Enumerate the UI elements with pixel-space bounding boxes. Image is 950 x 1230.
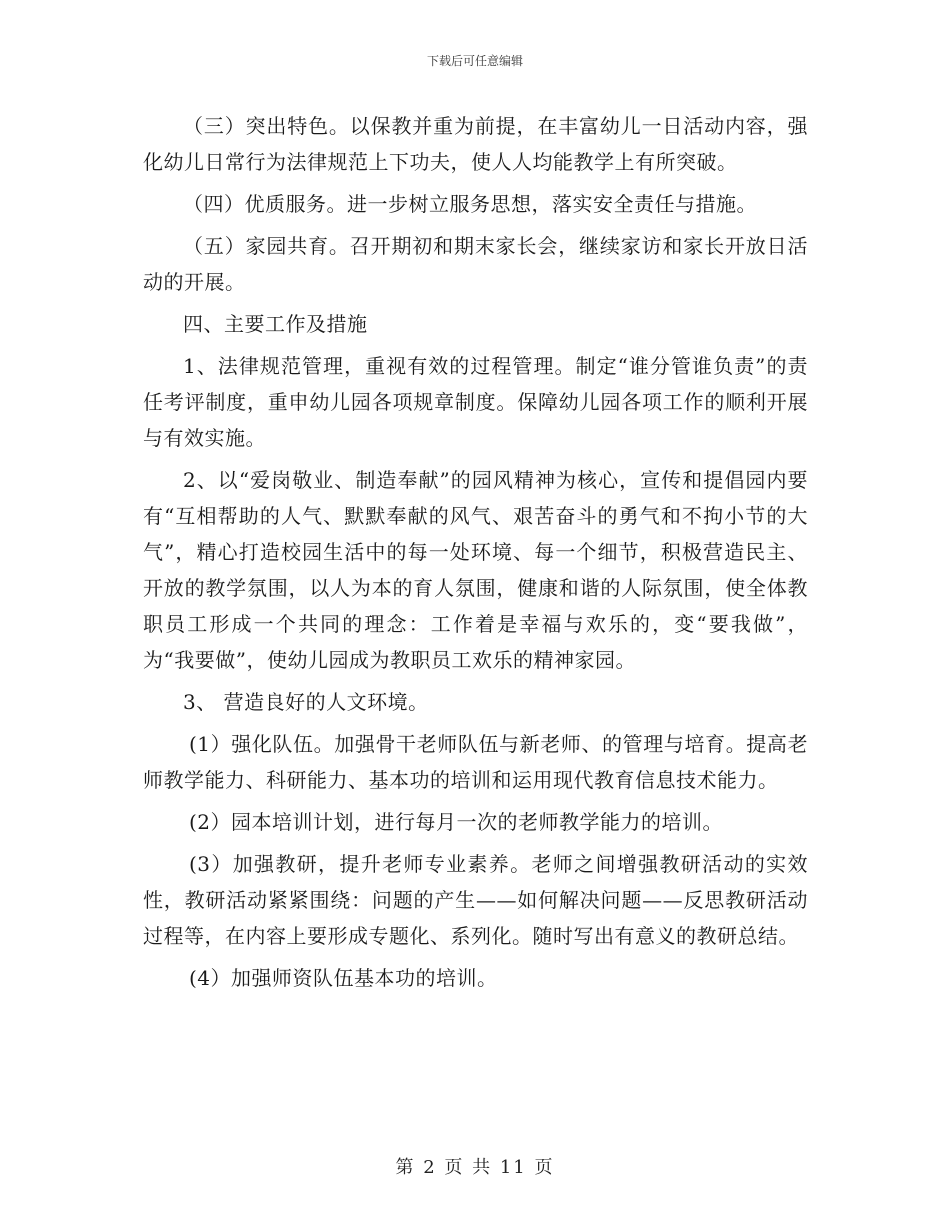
paragraph-sub-4: (4）加强师资队伍基本功的培训。 [189,966,498,990]
paragraph-feature: （三）突出特色。以保教并重为前提，在丰富幼儿一日活动内容，强化幼儿日常行为法律规范上下功夫，使人人均能教学上有所突破。 [143,114,808,174]
paragraph-sub-3: (3）加强教研，提升老师专业素养。老师之间增强教研活动的实效性，教研活动紧紧围绕：问题的产生——如何解决问题——反思教研活动过程等，在内容上要形成专题化、系列化。随时写出有意义的教研总结。 [143,852,808,948]
paragraph-sub-2: (2）园本培训计划，进行每月一次的老师教学能力的培训。 [189,810,724,834]
paragraph-item-1: 1、法律规范管理，重视有效的过程管理。制定“谁分管谁负责”的责任考评制度，重申幼儿园各项规章制度。保障幼儿园各项工作的顺利开展与有效实施。 [143,354,808,450]
document-body [143,108,808,996]
page-footer: 第 2 页 共 11 页 [395,1157,555,1178]
section-heading-measures: 四、主要工作及措施 [183,312,368,336]
paragraph-item-2: 2、以“爱岗敬业、制造奉献”的园风精神为核心，宣传和提倡园内要有“互相帮助的人气、默默奉献的风气、艰苦奋斗的勇气和不拘小节的大气”，精心打造校园生活中的每一处环境、每一个细节，积极营造民主、开放的教学氛围，以人为本的育人氛围，健康和谐的人际氛围，使全体教职员工形成一个共同的理念：工作着是幸福与欢乐的，变“要我做”，为“我要做”，使幼儿园成为教职员工欢乐的精神家园。 [143,468,808,672]
paragraph-service: （四）优质服务。进一步树立服务思想，落实安全责任与措施。 [183,192,757,216]
paragraph-sub-1: (1）强化队伍。加强骨干老师队伍与新老师、的管理与培育。提高老师教学能力、科研能力、基本功的培训和运用现代教育信息技术能力。 [143,732,808,792]
paragraph-item-3: 3、 营造良好的人文环境。 [183,690,429,714]
page-header: 下载后可任意编辑 [426,54,523,68]
paragraph-home-school: （五）家园共育。召开期初和期末家长会，继续家访和家长开放日活动的开展。 [143,234,808,294]
